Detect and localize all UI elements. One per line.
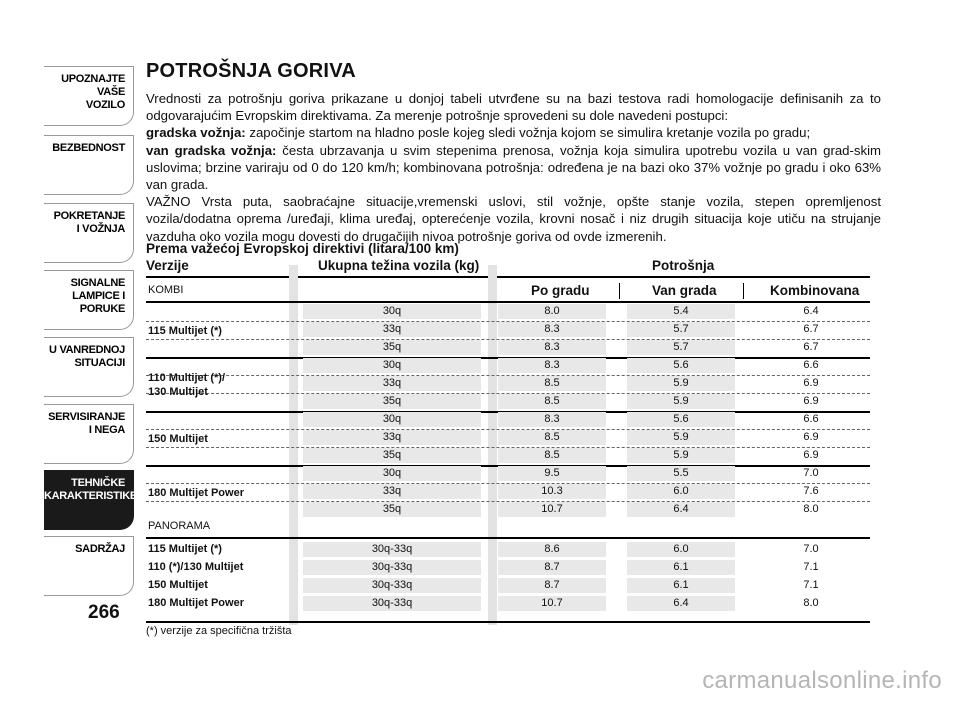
cell-combined: 7.0 bbox=[803, 467, 819, 479]
tab-tehnicke[interactable]: TEHNIČKE KARAKTERISTIKE bbox=[44, 470, 134, 530]
tab-servisiranje[interactable]: SERVISIRANJE I NEGA bbox=[44, 404, 134, 464]
cell-weight: 35q bbox=[303, 502, 481, 517]
cell-extra: 5.6 bbox=[627, 412, 735, 427]
cell-weight: 30q-33q bbox=[303, 560, 481, 575]
version-label: 150 Multijet bbox=[148, 579, 208, 591]
cell-extra: 5.9 bbox=[627, 448, 735, 463]
cell-weight: 35q bbox=[303, 448, 481, 463]
cell-extra: 5.9 bbox=[627, 430, 735, 445]
cell-urban: 8.0 bbox=[498, 304, 606, 319]
subheader-rule bbox=[146, 301, 870, 303]
cell-urban: 8.7 bbox=[498, 578, 606, 593]
cell-combined: 6.9 bbox=[803, 431, 819, 443]
version-label: 115 Multijet (*) bbox=[148, 543, 222, 555]
table-bottom-rule bbox=[146, 621, 870, 623]
cell-urban: 8.5 bbox=[498, 430, 606, 445]
tab-pokretanje[interactable]: POKRETANJE I VOŽNJA bbox=[44, 203, 134, 263]
version-label: 115 Multijet (*) bbox=[148, 325, 222, 337]
cell-extra: 6.4 bbox=[627, 596, 735, 611]
cell-combined: 7.1 bbox=[803, 561, 819, 573]
cell-urban: 10.7 bbox=[498, 502, 606, 517]
cell-combined: 6.9 bbox=[803, 377, 819, 389]
cell-urban: 8.5 bbox=[498, 394, 606, 409]
cell-extra: 5.9 bbox=[627, 394, 735, 409]
cell-urban: 8.3 bbox=[498, 340, 606, 355]
version-label: 110 Multijet (*)/ 130 Multijet bbox=[148, 372, 226, 398]
page-title: POTROŠNJA GORIVA bbox=[146, 60, 356, 82]
intro-paragraph: Vrednosti za potrošnju goriva prikazane u donjoj tabeli utvrđene su na bazi testova radi homologacije definisanih za to odgovarajućim Evropskim direktivama. Za merenje potrošnje sprovedeni su dole navedeni postupci: bbox=[146, 91, 881, 124]
cell-weight: 33q bbox=[303, 376, 481, 391]
shade-bar-right bbox=[488, 265, 497, 625]
cell-extra: 6.1 bbox=[627, 560, 735, 575]
cell-urban: 8.6 bbox=[498, 542, 606, 557]
section-kombi: KOMBI bbox=[148, 284, 184, 296]
cell-urban: 8.5 bbox=[498, 376, 606, 391]
cell-weight: 35q bbox=[303, 394, 481, 409]
cell-extra: 5.7 bbox=[627, 340, 735, 355]
cell-urban: 8.7 bbox=[498, 560, 606, 575]
cell-extra: 6.1 bbox=[627, 578, 735, 593]
col-separator bbox=[743, 283, 744, 299]
cell-weight: 33q bbox=[303, 484, 481, 499]
cell-extra: 6.0 bbox=[627, 484, 735, 499]
cell-combined: 6.6 bbox=[803, 413, 819, 425]
page-number: 266 bbox=[88, 602, 120, 623]
tab-upoznajte[interactable]: UPOZNAJTE VAŠE VOZILO bbox=[44, 66, 134, 126]
tab-vanredno[interactable]: U VANREDNOJ SITUACIJI bbox=[44, 337, 134, 397]
urban-text: započinje startom na hladno posle kojeg sledi vožnja kojom se simulira kretanje vozila po gradu; bbox=[245, 125, 811, 141]
section-panorama: PANORAMA bbox=[148, 520, 211, 532]
cell-weight: 30q-33q bbox=[303, 542, 481, 557]
cell-combined: 7.1 bbox=[803, 579, 819, 591]
cell-extra: 5.6 bbox=[627, 358, 735, 373]
cell-combined: 7.6 bbox=[803, 485, 819, 497]
cell-combined: 6.7 bbox=[803, 341, 819, 353]
cell-extra: 6.4 bbox=[627, 502, 735, 517]
cell-weight: 30q bbox=[303, 466, 481, 481]
tab-signalne[interactable]: SIGNALNE LAMPICE I PORUKE bbox=[44, 270, 134, 330]
cell-weight: 30q-33q bbox=[303, 596, 481, 611]
cell-weight: 35q bbox=[303, 340, 481, 355]
footnote: (*) verzije za specifična tržišta bbox=[146, 625, 292, 637]
extra-urban-text: česta ubrzavanja u svim stepenima prenosa, vožnja koja simulira upotrebu vozila u van grad-skim uslovima; brzine variraju od 0 do 120 km/h; kombinovana potrošnja: određena je na bazi oko 37% vožnje po gradu i oko 63% van grada. bbox=[146, 142, 881, 193]
table-caption: Prema važećoj Evropskoj direktivi (litara/100 km) bbox=[146, 241, 459, 256]
cell-extra: 5.9 bbox=[627, 376, 735, 391]
cell-combined: 8.0 bbox=[803, 597, 819, 609]
cell-extra: 5.4 bbox=[627, 304, 735, 319]
col-combined-header: Kombinovana bbox=[770, 283, 860, 298]
cell-combined: 8.0 bbox=[803, 503, 819, 515]
version-label: 180 Multijet Power bbox=[148, 597, 244, 609]
cell-combined: 6.4 bbox=[803, 305, 819, 317]
cell-weight: 33q bbox=[303, 322, 481, 337]
cell-extra: 5.5 bbox=[627, 466, 735, 481]
col-versions-header: Verzije bbox=[146, 258, 189, 273]
cell-extra: 5.7 bbox=[627, 322, 735, 337]
intro-text bbox=[146, 90, 881, 245]
cell-combined: 7.0 bbox=[803, 543, 819, 555]
tab-bezbednost[interactable]: BEZBEDNOST bbox=[44, 135, 134, 195]
version-label: 110 (*)/130 Multijet bbox=[148, 561, 244, 573]
cell-urban: 10.7 bbox=[498, 596, 606, 611]
col-separator bbox=[619, 283, 620, 299]
panorama-rule bbox=[146, 537, 870, 539]
cell-weight: 30q bbox=[303, 358, 481, 373]
header-rule bbox=[146, 276, 870, 278]
cell-urban: 9.5 bbox=[498, 466, 606, 481]
watermark: carmanualsonline.info bbox=[702, 667, 942, 694]
cell-combined: 6.7 bbox=[803, 323, 819, 335]
urban-label: gradska vožnja: bbox=[146, 125, 246, 141]
chapter-sidebar bbox=[0, 0, 140, 701]
cell-extra: 6.0 bbox=[627, 542, 735, 557]
cell-combined: 6.9 bbox=[803, 449, 819, 461]
cell-combined: 6.9 bbox=[803, 395, 819, 407]
col-consumption-header: Potrošnja bbox=[652, 258, 715, 273]
version-label: 180 Multijet Power bbox=[148, 487, 244, 499]
tab-sadrzaj[interactable]: SADRŽAJ bbox=[44, 536, 134, 596]
shade-bar-left bbox=[289, 265, 298, 625]
cell-urban: 8.5 bbox=[498, 448, 606, 463]
col-urban-header: Po gradu bbox=[531, 283, 590, 298]
cell-weight: 33q bbox=[303, 430, 481, 445]
col-weight-header: Ukupna težina vozila (kg) bbox=[318, 258, 480, 273]
cell-urban: 8.3 bbox=[498, 358, 606, 373]
version-label: 150 Multijet bbox=[148, 433, 208, 445]
extra-urban-label: van gradska vožnja: bbox=[146, 142, 277, 158]
cell-weight: 30q bbox=[303, 412, 481, 427]
cell-combined: 6.6 bbox=[803, 359, 819, 371]
cell-weight: 30q bbox=[303, 304, 481, 319]
col-extra-header: Van grada bbox=[652, 283, 717, 298]
important-note: VAŽNO Vrsta puta, saobraćajne situacije,vremenski uslovi, stil vožnje, opšte stanje vozila, stepen opremljenost vozila/dodatna oprema /uređaji, klima uređaj, opterećenje vozila, krovni nosač i niz drugih situacija koje utiču na strujanje vazduha oko vozila mogu dovesti do drugačijih nivoa potrošnje goriva od ovde izmerenih. bbox=[146, 194, 881, 244]
cell-urban: 8.3 bbox=[498, 322, 606, 337]
cell-weight: 30q-33q bbox=[303, 578, 481, 593]
cell-urban: 8.3 bbox=[498, 412, 606, 427]
cell-urban: 10.3 bbox=[498, 484, 606, 499]
